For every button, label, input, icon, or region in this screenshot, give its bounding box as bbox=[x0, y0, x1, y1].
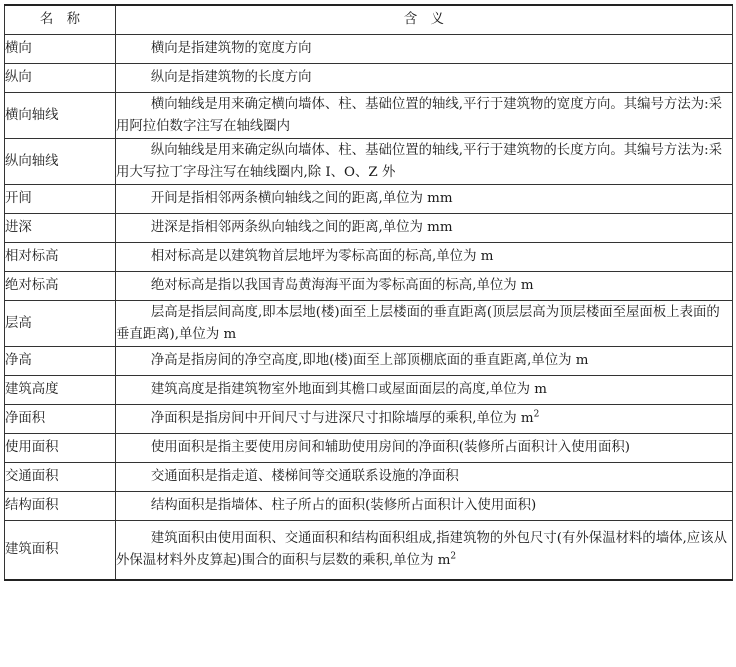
table-row bbox=[5, 463, 733, 492]
meaning-cell bbox=[116, 272, 733, 301]
header-meaning: 含 义 bbox=[116, 5, 733, 35]
meaning-text: 交通面积是指走道、楼梯间等交通联系设施的净面积 bbox=[150, 469, 459, 484]
table-row bbox=[5, 185, 733, 214]
meaning-cell bbox=[116, 139, 733, 185]
term-cell: 使用面积 bbox=[5, 434, 116, 463]
header-term: 名 称 bbox=[5, 5, 116, 35]
unit-superscript: 2 bbox=[450, 551, 457, 562]
table-row bbox=[5, 139, 733, 185]
term-cell: 建筑面积 bbox=[5, 521, 116, 580]
meaning-cell bbox=[116, 492, 733, 521]
meaning-cell bbox=[116, 301, 733, 347]
table-row bbox=[5, 243, 733, 272]
term-cell: 开间 bbox=[5, 185, 116, 214]
unit-superscript: 2 bbox=[533, 409, 540, 420]
meaning-text: 纵向轴线是用来确定纵向墙体、柱、基础位置的轴线,平行于建筑物的长度方向。其编号方法为:采用大写拉丁字母注写在轴线圈内,除 I、O、Z 外 bbox=[116, 142, 722, 180]
meaning-cell bbox=[116, 405, 733, 434]
term-cell: 相对标高 bbox=[5, 243, 116, 272]
term-cell: 结构面积 bbox=[5, 492, 116, 521]
meaning-cell bbox=[116, 347, 733, 376]
meaning-cell bbox=[116, 185, 733, 214]
meaning-cell bbox=[116, 35, 733, 64]
meaning-text: 净高是指房间的净空高度,即地(楼)面至上部顶棚底面的垂直距离,单位为 m bbox=[150, 353, 589, 368]
terms-table bbox=[4, 4, 733, 581]
table-row bbox=[5, 405, 733, 434]
meaning-cell bbox=[116, 243, 733, 272]
meaning-text: 建筑高度是指建筑物室外地面到其檐口或屋面面层的高度,单位为 m bbox=[150, 382, 547, 397]
term-cell: 交通面积 bbox=[5, 463, 116, 492]
term-cell: 建筑高度 bbox=[5, 376, 116, 405]
term-cell: 层高 bbox=[5, 301, 116, 347]
meaning-cell bbox=[116, 376, 733, 405]
meaning-cell bbox=[116, 521, 733, 580]
meaning-text: 绝对标高是指以我国青岛黄海海平面为零标高面的标高,单位为 m bbox=[150, 278, 534, 293]
term-cell: 纵向 bbox=[5, 64, 116, 93]
table-row bbox=[5, 301, 733, 347]
meaning-cell bbox=[116, 434, 733, 463]
table-row bbox=[5, 64, 733, 93]
table-row bbox=[5, 492, 733, 521]
header-row bbox=[5, 5, 733, 35]
term-cell: 横向轴线 bbox=[5, 93, 116, 139]
meaning-cell bbox=[116, 463, 733, 492]
table-row bbox=[5, 521, 733, 580]
meaning-cell bbox=[116, 93, 733, 139]
meaning-text: 结构面积是指墙体、柱子所占的面积(装修所占面积计入使用面积) bbox=[150, 498, 537, 513]
table-row bbox=[5, 272, 733, 301]
meaning-text: 净面积是指房间中开间尺寸与进深尺寸扣除墙厚的乘积,单位为 m bbox=[150, 411, 534, 426]
term-cell: 纵向轴线 bbox=[5, 139, 116, 185]
meaning-text: 横向轴线是用来确定横向墙体、柱、基础位置的轴线,平行于建筑物的宽度方向。其编号方法为:采用阿拉伯数字注写在轴线圈内 bbox=[116, 96, 722, 134]
meaning-text: 进深是指相邻两条纵向轴线之间的距离,单位为 mm bbox=[150, 220, 453, 235]
term-cell: 横向 bbox=[5, 35, 116, 64]
meaning-text: 层高是指层间高度,即本层地(楼)面至上层楼面的垂直距离(顶层层高为顶层楼面至屋面板上表面的垂直距离),单位为 m bbox=[116, 304, 720, 342]
meaning-text: 纵向是指建筑物的长度方向 bbox=[150, 70, 312, 85]
meaning-cell bbox=[116, 214, 733, 243]
meaning-text: 相对标高是以建筑物首层地坪为零标高面的标高,单位为 m bbox=[150, 249, 494, 264]
table-row bbox=[5, 214, 733, 243]
table-row bbox=[5, 347, 733, 376]
table-row bbox=[5, 376, 733, 405]
table-row bbox=[5, 434, 733, 463]
meaning-cell bbox=[116, 64, 733, 93]
term-cell: 净高 bbox=[5, 347, 116, 376]
meaning-text: 开间是指相邻两条横向轴线之间的距离,单位为 mm bbox=[150, 191, 453, 206]
meaning-text: 建筑面积由使用面积、交通面积和结构面积组成,指建筑物的外包尺寸(有外保温材料的墙体,应该从外保温材料外皮算起)围合的面积与层数的乘积,单位为 m bbox=[116, 530, 727, 568]
term-cell: 进深 bbox=[5, 214, 116, 243]
table-row bbox=[5, 35, 733, 64]
term-cell: 绝对标高 bbox=[5, 272, 116, 301]
term-cell: 净面积 bbox=[5, 405, 116, 434]
meaning-text: 横向是指建筑物的宽度方向 bbox=[150, 41, 312, 56]
meaning-text: 使用面积是指主要使用房间和辅助使用房间的净面积(装修所占面积计入使用面积) bbox=[150, 440, 630, 455]
table-row bbox=[5, 93, 733, 139]
